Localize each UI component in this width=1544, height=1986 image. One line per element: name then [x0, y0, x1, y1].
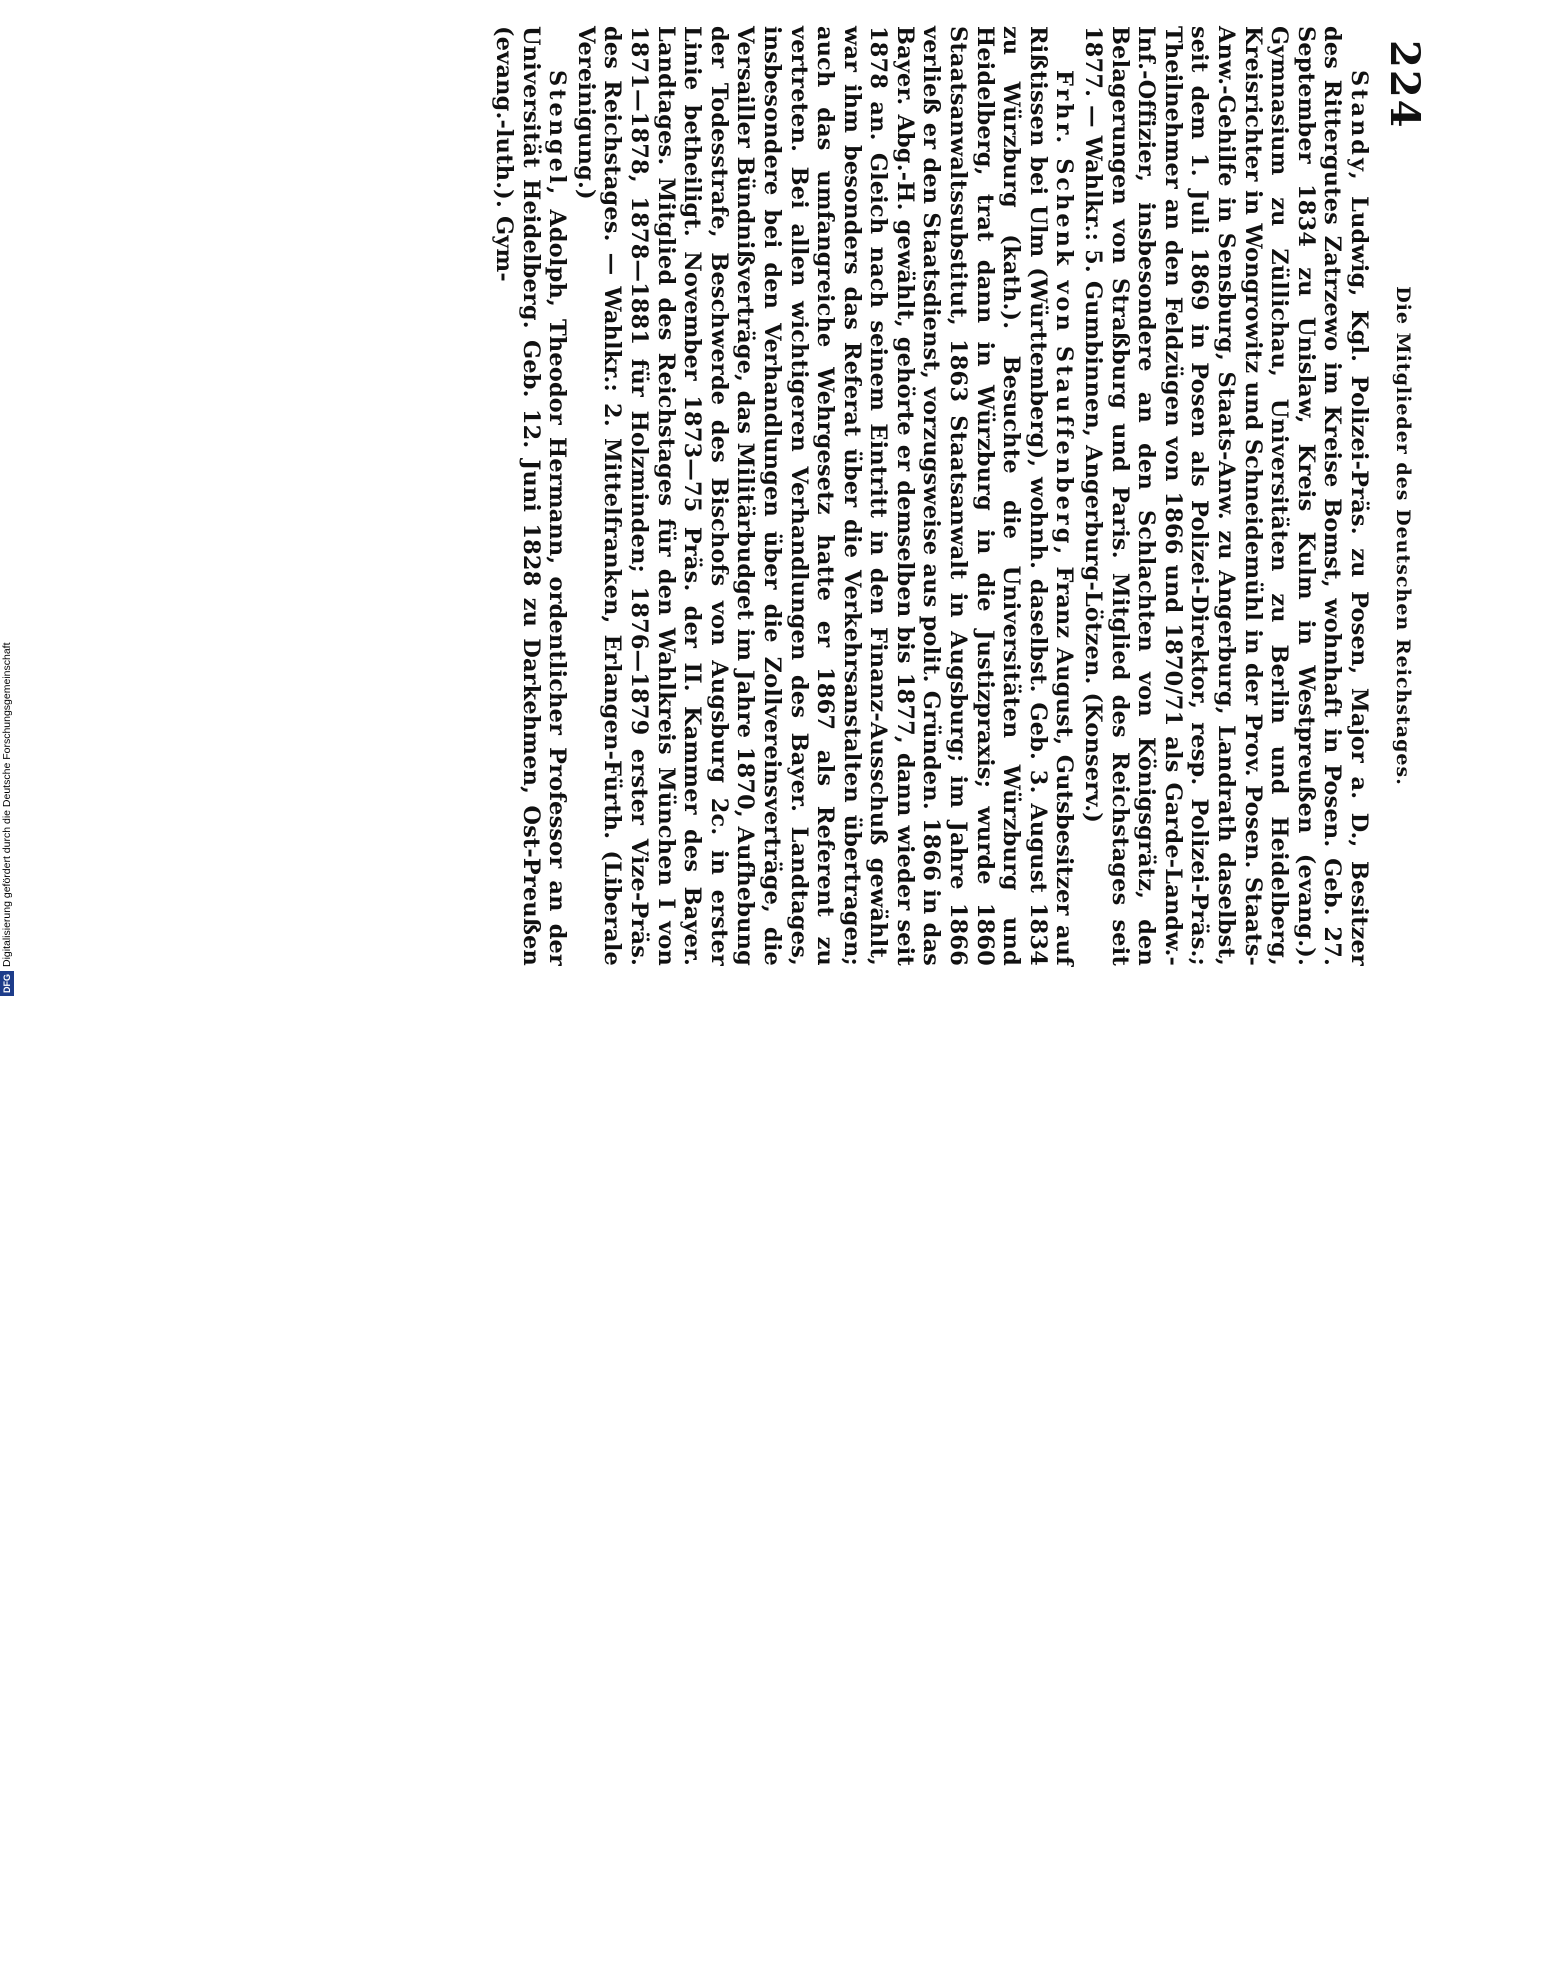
- biography-entry-stengel: [490, 26, 570, 966]
- entry-text: Franz August, Gutsbesitzer auf Rißtissen bei Ulm (Württemberg), wohnh. daselbst. Geb. 3. August 1834 zu Würzburg (kath.). Besuchte die Universitäten Würzburg und Heidelberg, trat dann in Würzburg in die Justizpraxis; wurde 1860 Staatsanwaltssubstitut, 1863 Staatsanwalt in Augsburg; im Jahre 1866 verließ er den Staatsdienst, vorzugsweise aus polit. Gründen. 1866 in das Bayer. Abg.-H. gewählt, gehörte er demselben bis 1877, dann wieder seit 1878 an. Gleich nach seinem Eintritt in den Finanz-Ausschuß gewählt, war ihm besonders das Referat über die Verkehrsanstalten übertragen; auch das umfangreiche Wehrgesetz hatte er 1867 als Referent zu vertreten. Bei allen wichtigeren Verhandlungen des Bayer. Landtages, insbesondere bei den Verhandlungen über die Zollvereinsverträge, die Versailler Bündnißverträge, das Militärbudget im Jahre 1870, Aufhebung der Todesstrafe, Beschwerde des Bischofs von Augsburg 2c. in erster Linie betheiligt. November 1873—75 Präs. der II. Kammer des Bayer. Landtages. Mitglied des Reichstages für den Wahlkreis München I von 1871—1878, 1878—1881 für Holzminden; 1876—1879 erster Vize-Präs. des Reichstages. — Wahlkr.: 2. Mittelfranken, Erlangen-Fürth. (Liberale Vereinigung.): [572, 26, 1078, 966]
- running-head: Die Mitglieder des Deutschen Reichstages.: [1392, 286, 1414, 786]
- book-page: [98, 26, 1428, 966]
- page-number: 224: [1381, 40, 1428, 130]
- entry-text: Ludwig, Kgl. Polizei-Präs. zu Posen, Major a. D., Besitzer des Rittergutes Zatrzewo im Kreise Bomst, wohnhaft in Posen. Geb. 27. September 1834 zu Unislaw, Kreis Kulm in Westpreußen (evang.). Gymnasium zu Züllichau, Universitäten zu Berlin und Heidelberg, Kreisrichter in Wongrowitz und Schneidemühl in der Prov. Posen. Staats-Anw.-Gehilfe in Sensburg, Staats-Anw. zu Angerburg, Landrath daselbst, seit dem 1. Juli 1869 in Posen als Polizei-Direktor, resp. Polizei-Präs.; Theilnehmer an den Feldzügen von 1866 und 1870/71 als Garde-Landw.-Inf.-Offizier, insbesondere an den Schlachten von Königsgrätz, den Belagerungen von Straßburg und Paris. Mitglied des Reichstages seit 1877. — Wahlkr.: 5. Gumbinnen, Angerburg-Lötzen. (Konserv.): [1080, 26, 1372, 966]
- credit-text-block: [0, 642, 14, 996]
- dfg-logo: DFG: [0, 971, 14, 996]
- entry-name: Stengel,: [544, 70, 571, 198]
- page-body: [488, 26, 1372, 966]
- biography-entry-stauffenberg: [572, 26, 1077, 966]
- entry-name: Standy,: [1346, 70, 1372, 183]
- digitization-credit: [0, 642, 16, 1986]
- page-header: [1376, 26, 1428, 966]
- entry-name: Frhr. Schenk von Stauffenberg,: [1051, 70, 1078, 558]
- credit-label: Digitalisierung gefördert durch die Deutsche Forschungsgemeinschaft: [1, 642, 13, 967]
- biography-entry-standy: [1079, 26, 1372, 966]
- entry-text: Adolph, Theodor Hermann, ordentlicher Professor an der Universität Heidelberg. Geb. 12. Juni 1828 zu Darkehmen, Ost-Preußen (evang.-luth.). Gym-: [491, 26, 571, 967]
